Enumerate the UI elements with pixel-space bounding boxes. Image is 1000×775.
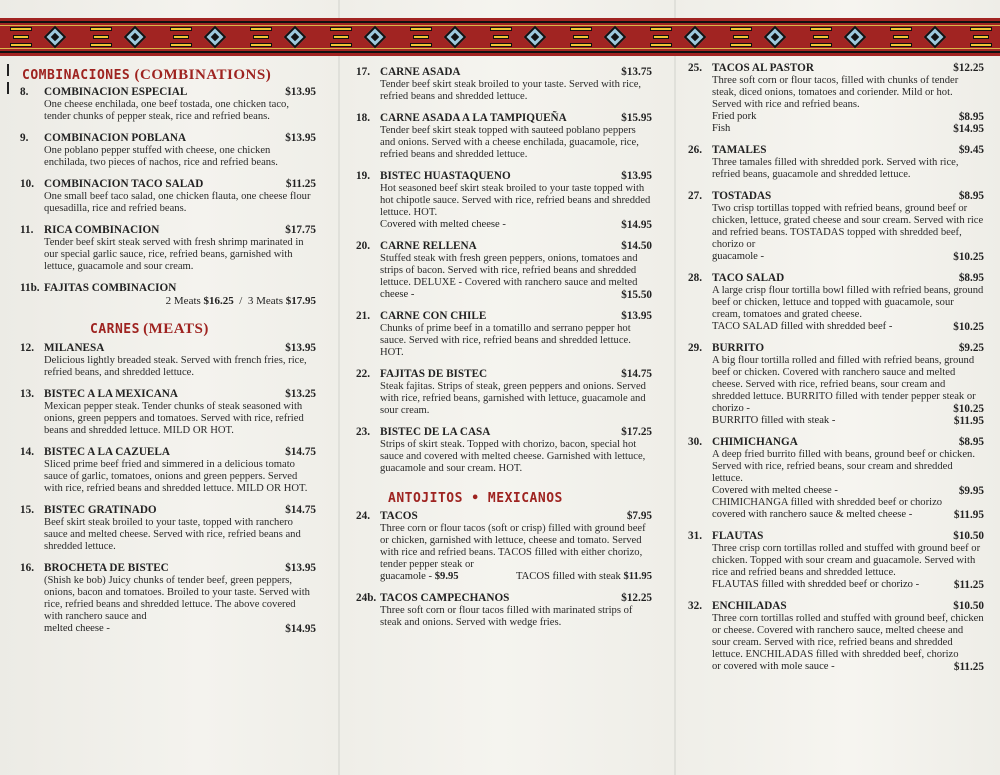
item-price: $8.95	[958, 190, 984, 202]
option-price: $14.95	[621, 219, 652, 231]
item-price: $13.95	[285, 132, 316, 144]
item-description: A deep fried burrito filled with beans, ground beef or chicken. Served with rice, refried beans, sour cream and shredded lettuce.	[712, 449, 975, 484]
item-price: $10.50	[953, 530, 984, 542]
menu-item-23	[356, 426, 652, 475]
fold-line	[338, 0, 340, 775]
item-number: 25.	[688, 62, 702, 74]
item-name: BROCHETA DE BISTEC	[44, 562, 169, 574]
option-label: guacamole -	[712, 251, 765, 262]
item-price: $13.75	[621, 66, 652, 78]
item-price: $13.95	[621, 310, 652, 322]
item-description: One cheese enchilada, one beef tostada, one chicken taco, tender chunks of pepper steak, rice and refried beans.	[44, 99, 290, 122]
option-label: guacamole -	[380, 571, 433, 582]
menu-item	[20, 86, 316, 123]
option-label: cheese -	[380, 289, 415, 300]
option-label: or covered with mole sauce -	[712, 661, 835, 672]
yellow-bars-icon	[250, 27, 272, 47]
option-label: covered with ranchero sauce & melted cheese -	[712, 509, 913, 520]
item-description: Three soft corn or flour tacos filled with marinated strips of steak and onions. Served with wedge fries.	[380, 605, 633, 628]
item-price: $8.95	[958, 436, 984, 448]
item-name: CARNE CON CHILE	[380, 310, 487, 322]
option-price: $11.25	[953, 661, 984, 673]
item-description: Mexican pepper steak. Tender chunks of steak seasoned with onions, green peppers and tomatoes. Served with rice, refried beans and shredded lettuce. MILD OR HOT.	[44, 401, 304, 436]
combinations-list	[20, 86, 316, 273]
option-label: 3 Meats	[247, 295, 283, 307]
menu-item-29	[688, 342, 984, 427]
item-name: BURRITO	[712, 342, 765, 354]
item-description: Three crisp corn tortillas rolled and stuffed with ground beef or chicken. Topped with sour cream and guacamole. Served with rice and refried beans and shredded lettuce.	[712, 543, 981, 578]
item-number: 22.	[356, 368, 370, 380]
option-label: melted cheese -	[44, 623, 110, 634]
blue-diamond-icon	[204, 26, 226, 48]
option-label: FLAUTAS filled with shredded beef or chorizo -	[712, 579, 920, 590]
item-number: 15.	[20, 504, 34, 516]
border-pattern-unit	[880, 18, 960, 56]
item-name: TOSTADAS	[712, 190, 772, 202]
item-description: Two crisp tortillas topped with refried beans, ground beef or chicken, lettuce, grated cheese and sour cream. Served with rice and refried beans. TOSTADAS topped with shredded beef, chorizo or	[712, 203, 984, 250]
item-number: 19.	[356, 170, 370, 182]
item-name: BISTEC A LA CAZUELA	[44, 446, 170, 458]
option-label: 2 Meats	[165, 295, 201, 307]
menu-item	[20, 178, 316, 215]
menu-item-19	[356, 170, 652, 231]
section-title-meats	[20, 323, 316, 337]
yellow-bars-icon	[810, 27, 832, 47]
section-title-combinations	[20, 69, 316, 82]
border-pattern-unit	[320, 18, 400, 56]
item-number: 26.	[688, 144, 702, 156]
item-number: 24b.	[356, 592, 377, 604]
item-description: Stuffed steak with fresh green peppers, onions, tomatoes and strips of bacon. Served with rice, refried beans and shredded lettuce. DELUXE - Covered with ranchero sauce and melted	[380, 253, 638, 288]
menu-item-16	[20, 562, 316, 635]
option-price: $9.95	[958, 485, 984, 497]
item-name: CARNE RELLENA	[380, 240, 477, 252]
blue-diamond-icon	[844, 26, 866, 48]
option-label: Covered with melted cheese -	[712, 485, 838, 496]
blue-diamond-icon	[764, 26, 786, 48]
item-name: TACOS CAMPECHANOS	[380, 592, 510, 604]
item-price: $7.95	[626, 510, 652, 522]
option-price: $9.95	[434, 571, 459, 582]
separator: /	[239, 295, 243, 307]
option-price: $17.95	[285, 295, 316, 307]
item-description: Beef skirt steak broiled to your taste, topped with ranchero sauce and melted cheese. Served with rice, refried beans and shredded lettuce.	[44, 517, 301, 552]
item-name: CHIMICHANGA	[712, 436, 798, 448]
menu-item-27	[688, 190, 984, 263]
menu-column-2	[356, 66, 652, 638]
item-price: $14.50	[621, 240, 652, 252]
menu-item-17	[356, 66, 652, 103]
blue-diamond-icon	[364, 26, 386, 48]
item-name: TAMALES	[712, 144, 767, 156]
item-name: TACO SALAD	[712, 272, 785, 284]
item-price: $14.75	[285, 504, 316, 516]
item-description: A big flour tortilla rolled and filled with refried beans, ground beef or chicken. Covered with ranchero sauce and melted cheese. Served with rice, refried beans, sour cream and shredded lettuce. BURRITO filled with tender pepper steak or	[712, 355, 976, 402]
item-description: Three tamales filled with shredded pork. Served with rice, refried beans, guacamole and shredded lettuce.	[712, 157, 959, 180]
section-title-text: COMBINACIONES	[22, 68, 131, 83]
item-name: BISTEC HUASTAQUENO	[380, 170, 511, 182]
menu-item-21	[356, 310, 652, 359]
item-description: Sliced prime beef fried and simmered in a delicious tomato sauce of garlic, tomatoes, onions and green peppers. Served with rice, refried beans and shredded lettuce. MILD OR HOT.	[44, 459, 308, 494]
item-number: 23.	[356, 426, 370, 438]
item-number: 28.	[688, 272, 702, 284]
border-pattern-unit	[960, 18, 1000, 56]
item-description: Strips of skirt steak. Topped with chorizo, bacon, special hot sauce and covered with melted cheese. Garnished with lettuce, guacamole and sour cream. HOT.	[380, 439, 646, 474]
blue-diamond-icon	[284, 26, 306, 48]
item-number: 14.	[20, 446, 34, 458]
item-price: $13.95	[285, 86, 316, 98]
option-price: $15.50	[621, 289, 652, 301]
menu-item	[20, 132, 316, 169]
item-description: Three corn tortillas rolled and stuffed with ground beef, chicken or cheese. Covered with ranchero sauce, melted cheese and sour cream. Served with rice, refried beans and shredded lettuce. ENCHILADAS filled with shredded beef, chorizo	[712, 613, 984, 660]
menu-item	[20, 342, 316, 379]
border-pattern-unit	[560, 18, 640, 56]
yellow-bars-icon	[650, 27, 672, 47]
item-description: A large crisp flour tortilla bowl filled with refried beans, ground beef or chicken, lettuce and topped with guacamole, sour cream, tomatoes and grated cheese.	[712, 285, 984, 320]
menu-item	[20, 504, 316, 553]
item-name: FAJITAS COMBINACION	[44, 282, 177, 294]
yellow-bars-icon	[970, 27, 992, 47]
menu-item-25	[688, 62, 984, 135]
blue-diamond-icon	[684, 26, 706, 48]
border-pattern-unit	[0, 18, 80, 56]
item-price: $17.25	[621, 426, 652, 438]
item-price: $14.75	[285, 446, 316, 458]
menu-item-18	[356, 112, 652, 161]
yellow-bars-icon	[410, 27, 432, 47]
item-name: MILANESA	[44, 342, 105, 354]
item-price: $14.75	[621, 368, 652, 380]
item-name: RICA COMBINACION	[44, 224, 160, 236]
blue-diamond-icon	[924, 26, 946, 48]
option-price: $16.25	[203, 295, 234, 307]
yellow-bars-icon	[330, 27, 352, 47]
item-number: 31.	[688, 530, 702, 542]
item-name: COMBINACION TACO SALAD	[44, 178, 204, 190]
option-label: TACOS filled with steak	[515, 571, 621, 582]
menu-item	[20, 446, 316, 495]
option-price: $10.25	[953, 251, 984, 263]
item-name: BISTEC GRATINADO	[44, 504, 157, 516]
item-price: $13.95	[285, 562, 316, 574]
blue-diamond-icon	[44, 26, 66, 48]
blue-diamond-icon	[524, 26, 546, 48]
item-name: CARNE ASADA	[380, 66, 461, 78]
item-name: BISTEC DE LA CASA	[380, 426, 491, 438]
item-number: 17.	[356, 66, 370, 78]
item-description: Delicious lightly breaded steak. Served with french fries, rice, refried beans, and shredded lettuce.	[44, 355, 307, 378]
yellow-bars-icon	[890, 27, 912, 47]
yellow-bars-icon	[10, 27, 32, 47]
border-pattern-unit	[640, 18, 720, 56]
meats-list	[20, 342, 316, 553]
option-label: BURRITO filled with steak -	[712, 415, 836, 426]
blue-diamond-icon	[444, 26, 466, 48]
item-name: FLAUTAS	[712, 530, 764, 542]
menu-item	[20, 388, 316, 437]
option-price: $14.95	[285, 623, 316, 635]
section-subtitle-text: (COMBINATIONS)	[134, 67, 272, 83]
item-number: 12.	[20, 342, 34, 354]
item-description: Three corn or flour tacos (soft or crisp) filled with ground beef or chicken, garnished with lettuce, cheese and tomato. Served with rice and refried beans. TACOS filled with either chorizo, tender pepper steak or	[380, 523, 646, 570]
item-name: TACOS AL PASTOR	[712, 62, 814, 74]
menu-column-3	[688, 62, 984, 682]
item-price: $9.45	[958, 144, 984, 156]
item-number: 13.	[20, 388, 34, 400]
option-label: Fish	[712, 123, 731, 134]
option-label: chorizo -	[712, 403, 750, 414]
menu-column-1	[20, 66, 316, 644]
item-number: 11.	[20, 224, 34, 236]
option-label: Covered with melted cheese -	[380, 219, 506, 230]
option-price: $11.95	[953, 509, 984, 521]
item-number: 20.	[356, 240, 370, 252]
item-description: Three soft corn or flour tacos, filled with chunks of tender steak, diced onions, tomatoes and coriender. Mild or hot. Served with rice and refried beans.	[712, 75, 959, 110]
item-name: ENCHILADAS	[712, 600, 787, 612]
border-pattern-unit	[400, 18, 480, 56]
option-price: $8.95	[958, 111, 984, 123]
item-number: 18.	[356, 112, 370, 124]
menu-item-11b	[20, 282, 316, 307]
item-description: Hot seasoned beef skirt steak broiled to your taste topped with hot chipotle sauce. Served with rice, refried beans and shredded lettuce. HOT.	[380, 183, 651, 218]
item-price: $12.25	[953, 62, 984, 74]
item-description: CHIMICHANGA filled with shredded beef or chorizo	[712, 497, 943, 508]
item-number: 30.	[688, 436, 702, 448]
item-number: 24.	[356, 510, 370, 522]
menu-item-30	[688, 436, 984, 521]
section-title-text: CARNES	[90, 322, 140, 337]
border-pattern-unit	[480, 18, 560, 56]
menu-item-32	[688, 600, 984, 673]
menu-item-22	[356, 368, 652, 417]
item-number: 21.	[356, 310, 370, 322]
item-price: $15.95	[621, 112, 652, 124]
fold-line	[674, 0, 676, 775]
fajitas-prices	[20, 295, 316, 307]
item-description: Chunks of prime beef in a tomatillo and serrano pepper hot sauce. Served with rice, refried beans and shredded lettuce. HOT.	[380, 323, 631, 358]
item-number: 16.	[20, 562, 34, 574]
item-price: $9.25	[958, 342, 984, 354]
item-price: $13.25	[285, 388, 316, 400]
option-price: $10.25	[953, 321, 984, 333]
blue-diamond-icon	[604, 26, 626, 48]
item-number: 32.	[688, 600, 702, 612]
menu-item	[20, 224, 316, 273]
item-description: One small beef taco salad, one chicken flauta, one cheese flour quesadilla, rice and refried beans.	[44, 191, 311, 214]
item-price: $13.95	[285, 342, 316, 354]
yellow-bars-icon	[570, 27, 592, 47]
menu-item-24	[356, 510, 652, 583]
item-number: 27.	[688, 190, 702, 202]
item-description: Steak fajitas. Strips of steak, green peppers and onions. Served with rice, refried beans, garnished with lettuce, guacamole and sour cream.	[380, 381, 646, 416]
margin-marks	[7, 64, 11, 106]
item-price: $13.95	[621, 170, 652, 182]
item-price: $12.25	[621, 592, 652, 604]
item-number: 9.	[20, 132, 29, 144]
item-price: $8.95	[958, 272, 984, 284]
section-subtitle-text: (MEATS)	[143, 321, 209, 337]
yellow-bars-icon	[170, 27, 192, 47]
yellow-bars-icon	[90, 27, 112, 47]
item-number: 29.	[688, 342, 702, 354]
menu-item-20	[356, 240, 652, 301]
menu-item-26	[688, 144, 984, 181]
item-name: TACOS	[380, 510, 418, 522]
item-description: Tender beef skirt steak broiled to your taste. Served with rice, refried beans and shredded lettuce.	[380, 79, 642, 102]
section-title-antojitos	[356, 493, 652, 506]
menu-item-24b	[356, 592, 652, 629]
border-pattern-unit	[800, 18, 880, 56]
item-name: COMBINACION POBLANA	[44, 132, 187, 144]
option-price: $11.25	[953, 579, 984, 591]
item-description: One poblano pepper stuffed with cheese, one chicken enchilada, two pieces of nachos, rice and refried beans.	[44, 145, 278, 168]
item-description: Tender beef skirt steak served with fresh shrimp marinated in our special garlic sauce, rice, refried beans, garnished with lettuce, guacamole and sour cream.	[44, 237, 304, 272]
border-pattern-unit	[160, 18, 240, 56]
option-price: $11.95	[623, 571, 652, 582]
item-description: Tender beef skirt steak topped with sauteed poblano peppers and onions. Served with a cheese enchilada, guacamole, rice, refried beans and shredded lettuce.	[380, 125, 639, 160]
item-name: FAJITAS DE BISTEC	[380, 368, 488, 380]
item-number: 10.	[20, 178, 34, 190]
option-price: $10.25	[953, 403, 984, 415]
yellow-bars-icon	[730, 27, 752, 47]
item-name: CARNE ASADA A LA TAMPIQUEÑA	[380, 112, 567, 124]
item-number: 11b.	[20, 282, 40, 294]
decorative-border	[0, 18, 1000, 56]
border-pattern-unit	[80, 18, 160, 56]
menu-item-31	[688, 530, 984, 591]
section-title-text: ANTOJITOS • MEXICANOS	[388, 491, 563, 506]
border-pattern-unit	[240, 18, 320, 56]
item-price: $10.50	[953, 600, 984, 612]
blue-diamond-icon	[124, 26, 146, 48]
item-price: $11.25	[285, 178, 316, 190]
item-name: BISTEC A LA MEXICANA	[44, 388, 178, 400]
item-description: (Shish ke bob) Juicy chunks of tender beef, green peppers, onions, bacon and tomatoes. Broiled to your taste. Served with rice, refried beans and shredded lettuce. The above covered with ranchero sauce and	[44, 575, 310, 622]
item-name: COMBINACION ESPECIAL	[44, 86, 188, 98]
border-pattern-unit	[720, 18, 800, 56]
option-label: TACO SALAD filled with shredded beef -	[712, 321, 893, 332]
option-label: Fried pork	[712, 111, 757, 122]
item-price: $17.75	[285, 224, 316, 236]
yellow-bars-icon	[490, 27, 512, 47]
item-number: 8.	[20, 86, 29, 98]
menu-item-28	[688, 272, 984, 333]
option-price: $14.95	[953, 123, 984, 135]
option-price: $11.95	[953, 415, 984, 427]
